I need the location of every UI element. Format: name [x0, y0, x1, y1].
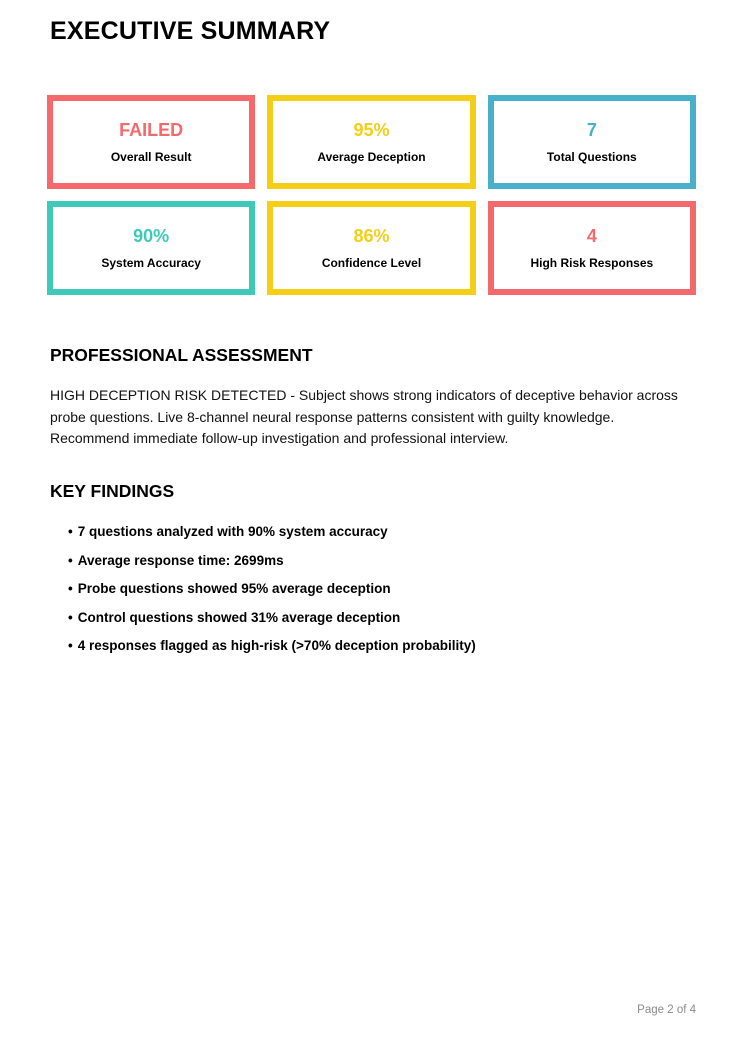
bullet-icon: • — [68, 638, 73, 653]
stat-value: 7 — [586, 120, 597, 140]
bullet-icon: • — [68, 552, 73, 568]
finding-item — [68, 581, 696, 596]
stat-card-system-accuracy — [47, 201, 255, 295]
assessment-body-text: HIGH DECEPTION RISK DETECTED - Subject shows strong indicators of deceptive behavior across probe questions. Live 8-channel neural response patterns consistent with guilty knowledge. Recommend immediate follow-up investigation and professional interview. — [50, 387, 678, 446]
bullet-icon: • — [68, 609, 73, 625]
stat-label: Total Questions — [546, 150, 637, 164]
stat-value: FAILED — [119, 120, 184, 140]
assessment-heading: PROFESSIONAL ASSESSMENT — [50, 345, 313, 365]
professional-assessment-section — [50, 345, 696, 450]
finding-item — [68, 610, 696, 625]
finding-text: 4 responses flagged as high-risk (>70% deception probability) — [77, 638, 476, 653]
page-number: Page 2 of 4 — [637, 1004, 696, 1016]
finding-text: Probe questions showed 95% average deception — [77, 581, 391, 596]
finding-item — [68, 524, 696, 539]
stat-card-total-questions — [488, 95, 696, 189]
bullet-icon: • — [68, 524, 73, 539]
finding-text: Average response time: 2699ms — [77, 552, 284, 568]
stat-card-average-deception — [267, 95, 475, 189]
stat-value: 95% — [353, 120, 390, 140]
summary-cards-grid — [47, 95, 696, 295]
finding-item — [68, 553, 696, 568]
stat-label: High Risk Responses — [530, 256, 654, 270]
stat-label: Overall Result — [110, 150, 192, 164]
stat-value: 4 — [586, 226, 597, 246]
key-findings-section — [50, 481, 696, 667]
stat-value: 86% — [353, 226, 390, 246]
bullet-icon: • — [68, 581, 73, 596]
stat-label: Confidence Level — [321, 256, 422, 270]
page-title: EXECUTIVE SUMMARY — [50, 17, 331, 45]
stat-card-high-risk-responses — [488, 201, 696, 295]
stat-label: System Accuracy — [101, 256, 201, 270]
stat-card-overall-result — [47, 95, 255, 189]
findings-list — [50, 524, 696, 653]
stat-value: 90% — [133, 226, 170, 246]
finding-item — [68, 638, 696, 653]
finding-text: Control questions showed 31% average deception — [77, 609, 401, 625]
findings-heading: KEY FINDINGS — [50, 481, 175, 501]
stat-card-confidence-level — [267, 201, 475, 295]
finding-text: 7 questions analyzed with 90% system accuracy — [77, 524, 388, 539]
stat-label: Average Deception — [317, 150, 426, 164]
